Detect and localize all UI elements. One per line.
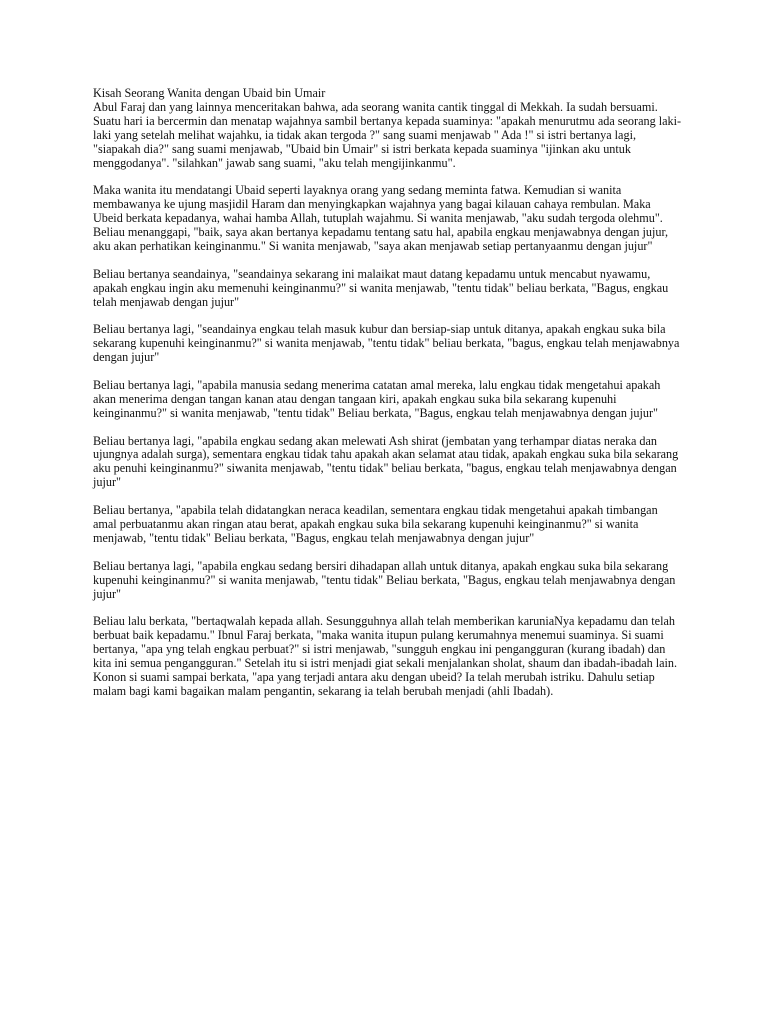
paragraph-7: Beliau bertanya, "apabila telah didatangkan neraca keadilan, sementara engkau tidak mengetahui apakah timbangan amal perbuatanmu akan ringan atau berat, apakah engkau suka bila sekarang kupenuhi keinginanmu?" si wanita menjawab, "tentu tidak" Beliau berkata, "Bagus, engkau telah menjawabnya dengan jujur" (93, 503, 658, 545)
paragraph-5: Beliau bertanya lagi, "apabila manusia sedang menerima catatan amal mereka, lalu engkau tidak mengetahui apakah akan menerima dengan tangan kanan atau dengan tangaan kiri, apakah engkau suka bila sekarang kupenuhi keinginanmu?" si wanita menjawab, "tentu tidak" Beliau berkata, "Bagus, engkau telah menjawabnya dengan jujur" (93, 377, 661, 420)
document-page (93, 87, 683, 713)
paragraph-9: Beliau lalu berkata, "bertaqwalah kepada allah. Sesungguhnya allah telah memberikan karuniaNya kepadamu dan telah berbuat baik kepadamu." Ibnul Faraj berkata, "maka wanita itupun pulang kerumahnya menemui suaminya. Si suami bertanya, "apa yng telah engkau perbuat?" si istri menjawab, "sungguh engkau ini pengangguran (kurang ibadah) dan kita ini semua pengangguran." Setelah itu si istri menjadi giat sekali menjalankan sholat, shaum dan ibadah-ibadah lain. Konon si suami sampai berkata, "apa yang terjadi antara aku dengan ubeid? Ia telah merubah istriku. Dahulu setiap malam bagi kami bagaikan malam pengantin, sekarang ia telah berubah menjadi (ahli Ibadah). (93, 614, 678, 698)
document-title: Kisah Seorang Wanita dengan Ubaid bin Umair (93, 86, 326, 100)
paragraph-8: Beliau bertanya lagi, "apabila engkau sedang bersiri dihadapan allah untuk ditanya, apakah engkau suka bila sekarang kupenuhi keinginanmu?" si wanita menjawab, "tentu tidak" Beliau berkata, "Bagus, engkau telah menjawabnya dengan jujur" (93, 558, 676, 601)
paragraph-3: Beliau bertanya seandainya, "seandainya sekarang ini malaikat maut datang kepadamu untuk mencabut nyawamu, apakah engkau ingin aku memenuhi keinginanmu?" si wanita menjawab, "tentu tidak" beliau berkata, "Bagus, engkau telah menjawab dengan jujur" (93, 266, 669, 309)
paragraph-2: Maka wanita itu mendatangi Ubaid seperti layaknya orang yang sedang meminta fatwa. Kemudian si wanita membawanya ke ujung masjidil Haram dan menyingkapkan wajahnya yang bagai kilauan cahaya rembulan. Maka Ubeid berkata kepadanya, wahai hamba Allah, tutuplah wajahmu. Si wanita menjawab, "aku sudah tergoda olehmu". Beliau menanggapi, "baik, saya akan bertanya kepadamu tentang satu hal, apabila engkau menjawabnya dengan jujur, aku akan perhatikan keinginanmu." Si wanita menjawab, "saya akan menjawab setiap pertanyaanmu dengan jujur" (93, 183, 669, 253)
paragraph-1: Abul Faraj dan yang lainnya menceritakan bahwa, ada seorang wanita cantik tinggal di Mekkah. Ia sudah bersuami. Suatu hari ia bercermin dan menatap wajahnya sambil bertanya kepada suaminya: "apakah menurutmu ada seorang laki-laki yang setelah melihat wajahku, ia tidak akan tergoda ?" sang suami menjawab " Ada !" si istri bertanya lagi, "siapakah dia?" sang suami menjawab, "Ubaid bin Umair" si istri berkata kepada suaminya "ijinkan aku untuk menggodanya". "silahkan" jawab sang suami, "aku telah mengijinkanmu". (93, 99, 682, 170)
paragraph-4: Beliau bertanya lagi, "seandainya engkau telah masuk kubur dan bersiap-siap untuk ditanya, apakah engkau suka bila sekarang kupenuhi keinginanmu?" si wanita menjawab, "tentu tidak" beliau berkata, "bagus, engkau telah menjawabnya dengan jujur" (93, 322, 680, 365)
paragraph-6: Beliau bertanya lagi, "apabila engkau sedang akan melewati Ash shirat (jembatan yang terhampar diatas neraka dan ujungnya adalah surga), sementara engkau tidak tahu apakah akan selamat atau tidak, apakah engkau suka bila sekarang aku penuhi keinginanmu?" siwanita menjawab, "tentu tidak" beliau berkata, "bagus, engkau telah menjawabnya dengan jujur" (93, 433, 679, 490)
